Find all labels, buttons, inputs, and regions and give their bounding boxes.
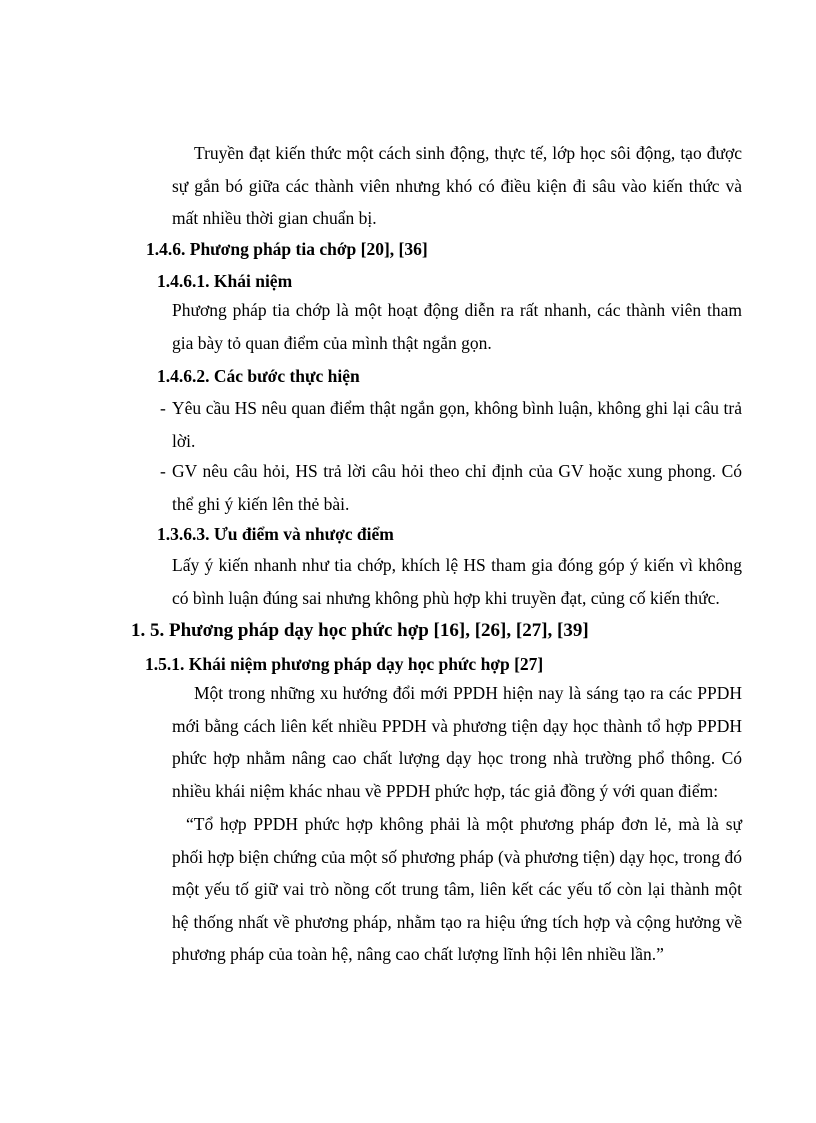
section-1-4-6-heading: 1.4.6. Phương pháp tia chớp [20], [36] — [146, 239, 428, 259]
section-1-5-heading: 1. 5. Phương pháp dạy học phức hợp [16], [26], [27], [39] — [131, 620, 589, 641]
subsection-1-3-6-3-text: Lấy ý kiến nhanh như tia chớp, khích lệ HS tham gia đóng góp ý kiến vì không có bình luận đúng sai nhưng không phù hợp khi truyền đạt, củng cố kiến thức. — [172, 555, 742, 608]
subsection-1-5-1-heading: 1.5.1. Khái niệm phương pháp dạy học phức hợp [27] — [145, 654, 544, 674]
subsection-1-5-1-paragraph: Một trong những xu hướng đổi mới PPDH hiện nay là sáng tạo ra các PPDH mới bằng cách liên kết nhiều PPDH và phương tiện dạy học thành tổ hợp PPDH phức hợp nhằm nâng cao chất lượng dạy học trong nhà trường phổ thông. Có nhiều khái niệm khác nhau về PPDH phức hợp, tác giả đồng ý với quan điểm: — [172, 683, 742, 801]
definition-quote: “Tổ hợp PPDH phức hợp không phải là một phương pháp đơn lẻ, mà là sự phối hợp biện chứng của một số phương pháp (và phương tiện) dạy học, trong đó một yếu tố giữ vai trò nồng cốt trung tâm, liên kết các yếu tố còn lại thành một hệ thống nhất về phương pháp, nhằm tạo ra hiệu ứng tích hợp và cộng hưởng về phương pháp của toàn hệ, nâng cao chất lượng lĩnh hội lên nhiều lần.” — [172, 814, 742, 965]
bullet-dash: - — [160, 461, 166, 481]
bullet-item: GV nêu câu hỏi, HS trả lời câu hỏi theo chỉ định của GV hoặc xung phong. Có thể ghi ý kiến lên thẻ bài. — [172, 461, 742, 514]
bullet-item: Yêu cầu HS nêu quan điểm thật ngắn gọn, không bình luận, không ghi lại câu trả lời. — [172, 398, 742, 451]
subsection-1-3-6-3-heading: 1.3.6.3. Ưu điểm và nhược điểm — [157, 524, 394, 544]
subsection-1-4-6-2-heading: 1.4.6.2. Các bước thực hiện — [157, 366, 360, 386]
intro-paragraph: Truyền đạt kiến thức một cách sinh động, thực tế, lớp học sôi động, tạo được sự gắn bó giữa các thành viên nhưng khó có điều kiện đi sâu vào kiến thức và mất nhiều thời gian chuẩn bị. — [172, 143, 742, 229]
subsection-1-4-6-1-text: Phương pháp tia chớp là một hoạt động diễn ra rất nhanh, các thành viên tham gia bày tỏ quan điểm của mình thật ngắn gọn. — [172, 300, 742, 353]
subsection-1-4-6-1-heading: 1.4.6.1. Khái niệm — [157, 271, 293, 291]
bullet-dash: - — [160, 398, 166, 418]
